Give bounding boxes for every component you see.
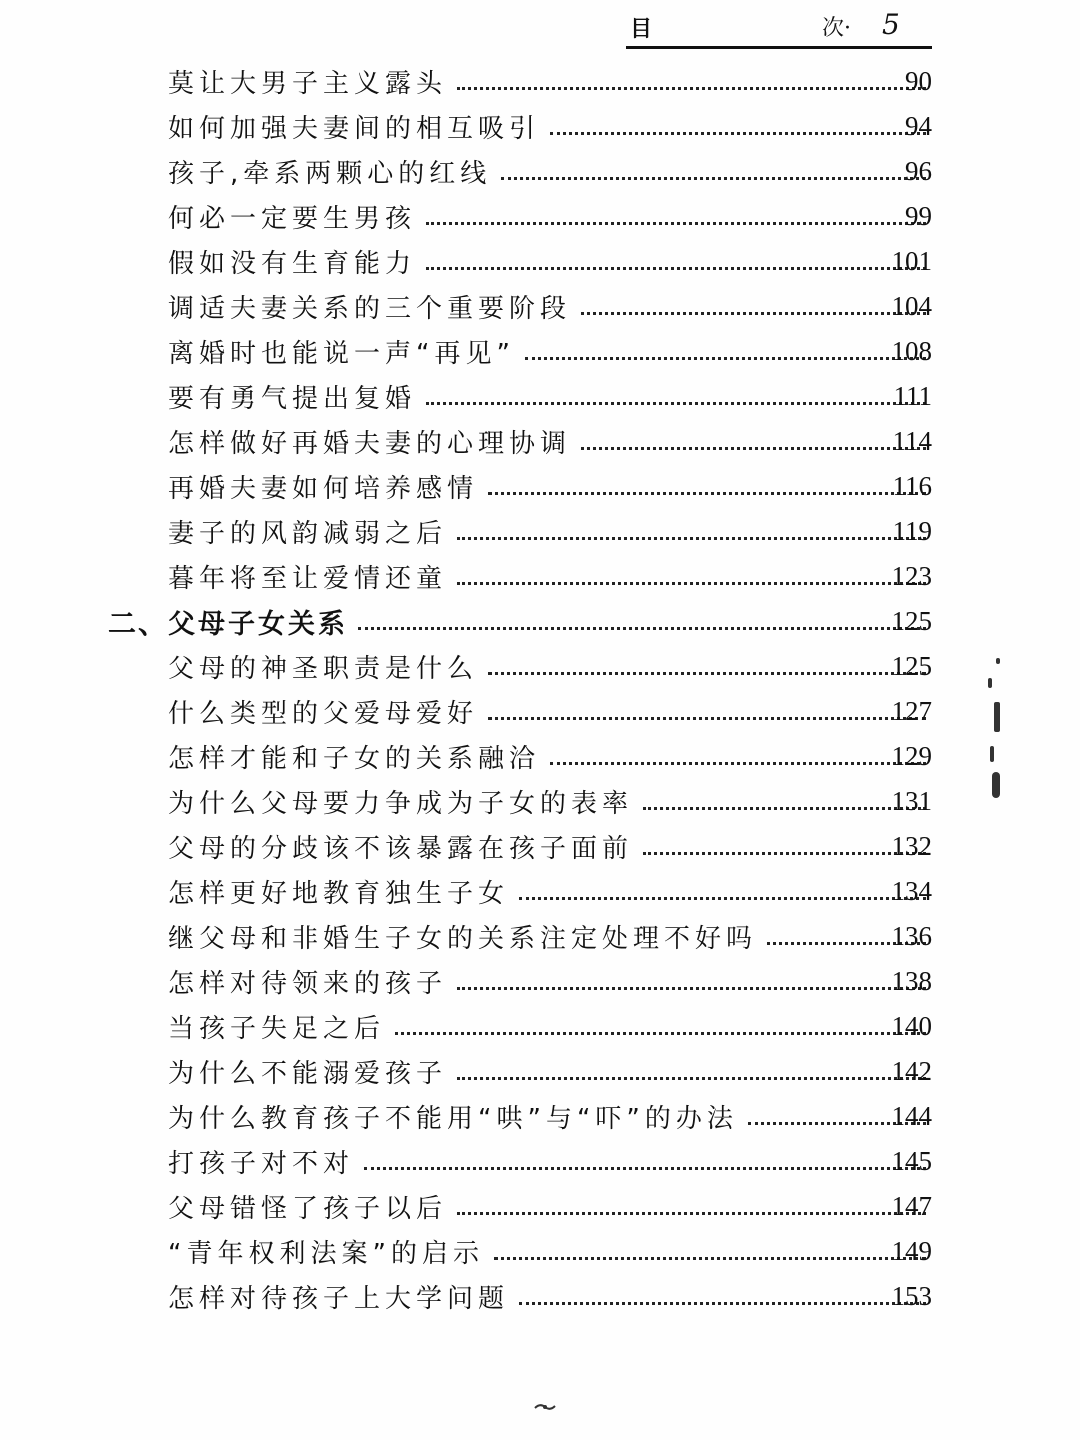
toc-entry-page-number: 119 bbox=[892, 516, 932, 546]
toc-entry-title: 为什么父母要力争成为子女的表率 bbox=[168, 789, 634, 819]
toc-entry-content bbox=[168, 554, 930, 599]
toc-entry-page-number: 125 bbox=[891, 606, 932, 636]
toc-entry bbox=[0, 1229, 1080, 1274]
toc-entry bbox=[0, 554, 1080, 599]
toc-entry-page-number: 123 bbox=[891, 561, 932, 591]
toc-entry bbox=[0, 1049, 1080, 1094]
toc-entry-page-number: 111 bbox=[893, 381, 932, 411]
toc-entry bbox=[0, 194, 1080, 239]
toc-entry-page-number: 90 bbox=[905, 66, 932, 96]
toc-entry-title: 父母子女关系 bbox=[168, 609, 348, 640]
toc-entry-page-number: 125 bbox=[891, 651, 932, 681]
toc-entry bbox=[0, 149, 1080, 194]
dot-leader bbox=[457, 83, 926, 90]
toc-entry-title: 假如没有生育能力 bbox=[168, 249, 417, 279]
toc-entry-title: 父母的分歧该不该暴露在孩子面前 bbox=[168, 834, 634, 864]
toc-entry-page-number: 104 bbox=[891, 291, 932, 321]
dot-leader bbox=[457, 1073, 926, 1080]
dot-leader bbox=[457, 533, 926, 540]
toc-entry-page-number: 144 bbox=[891, 1101, 932, 1131]
toc-entry bbox=[0, 104, 1080, 149]
dot-leader bbox=[488, 668, 926, 675]
toc-entry-content bbox=[168, 149, 930, 194]
toc-entry bbox=[0, 824, 1080, 869]
toc-entry-title: 为什么不能溺爱孩子 bbox=[168, 1059, 448, 1089]
toc-section-heading bbox=[0, 599, 1080, 644]
toc-entry-content bbox=[168, 104, 930, 149]
toc-entry-title: 为什么教育孩子不能用“哄”与“吓”的办法 bbox=[168, 1104, 738, 1134]
toc-entry-title: 何必一定要生男孩 bbox=[168, 204, 417, 234]
toc-entry-page-number: 132 bbox=[891, 831, 932, 861]
toc-entry-content bbox=[168, 824, 930, 869]
dot-leader bbox=[550, 758, 926, 765]
toc-entry-title: 妻子的风韵减弱之后 bbox=[168, 519, 448, 549]
toc-entry bbox=[0, 1139, 1080, 1184]
toc-entry-content bbox=[168, 869, 930, 914]
toc-entry-title: 打孩子对不对 bbox=[168, 1149, 355, 1179]
dot-leader bbox=[426, 218, 926, 225]
dot-leader bbox=[426, 263, 926, 270]
toc-entry-content bbox=[168, 239, 930, 284]
toc-entry-content bbox=[168, 779, 930, 824]
toc-entry-content bbox=[168, 419, 930, 464]
toc-entry-page-number: 153 bbox=[891, 1281, 932, 1311]
toc-entry bbox=[0, 59, 1080, 104]
toc-entry-title: 父母错怪了孩子以后 bbox=[168, 1194, 448, 1224]
header-ci-label: 次· bbox=[822, 16, 851, 41]
toc-entry-content bbox=[168, 1139, 930, 1184]
dot-leader bbox=[581, 443, 926, 450]
toc-entry-content bbox=[168, 59, 930, 104]
toc-entry bbox=[0, 284, 1080, 329]
running-header bbox=[626, 8, 932, 49]
toc-entry bbox=[0, 914, 1080, 959]
toc-entry-page-number: 147 bbox=[891, 1191, 932, 1221]
toc-entry-title: 怎样对待孩子上大学问题 bbox=[168, 1284, 510, 1314]
toc-entry-content bbox=[168, 509, 930, 554]
toc-entry-content bbox=[168, 1049, 930, 1094]
toc-entry-page-number: 129 bbox=[891, 741, 932, 771]
toc-entry-page-number: 140 bbox=[891, 1011, 932, 1041]
toc-entry bbox=[0, 779, 1080, 824]
toc-entry bbox=[0, 689, 1080, 734]
toc-entry-content bbox=[168, 689, 930, 734]
dot-leader bbox=[519, 893, 926, 900]
margin-scan-mark bbox=[982, 650, 1022, 810]
toc-entry bbox=[0, 419, 1080, 464]
toc-entry-page-number: 94 bbox=[905, 111, 932, 141]
toc-entry-content bbox=[168, 1094, 930, 1139]
toc-entry-page-number: 116 bbox=[892, 471, 932, 501]
toc-entry-content bbox=[168, 1274, 930, 1319]
dot-leader bbox=[525, 353, 926, 360]
toc-entry bbox=[0, 869, 1080, 914]
toc-entry bbox=[0, 464, 1080, 509]
toc-entry-page-number: 136 bbox=[891, 921, 932, 951]
header-page-number: 5 bbox=[882, 8, 900, 41]
toc-entry-page-number: 131 bbox=[891, 786, 932, 816]
toc-entry bbox=[0, 644, 1080, 689]
toc-entry-content bbox=[168, 734, 930, 779]
dot-leader bbox=[581, 308, 926, 315]
toc-entry-content bbox=[168, 329, 930, 374]
toc-entry-title: 暮年将至让爱情还童 bbox=[168, 564, 448, 594]
dot-leader bbox=[426, 398, 926, 405]
toc-entry-title: 怎样对待领来的孩子 bbox=[168, 969, 448, 999]
dot-leader bbox=[395, 1028, 926, 1035]
dot-leader bbox=[501, 173, 926, 180]
toc-entry bbox=[0, 1004, 1080, 1049]
dot-leader bbox=[358, 623, 926, 630]
toc-entry-page-number: 138 bbox=[891, 966, 932, 996]
toc-entry bbox=[0, 1094, 1080, 1139]
toc-entry-page-number: 114 bbox=[892, 426, 932, 456]
toc-entry-title: 要有勇气提出复婚 bbox=[168, 384, 417, 414]
toc-entry bbox=[0, 509, 1080, 554]
toc-entry-title: 怎样更好地教育独生子女 bbox=[168, 879, 510, 909]
toc-entry-page-number: 101 bbox=[891, 246, 932, 276]
toc-entry bbox=[0, 1274, 1080, 1319]
toc-entry-title: 孩子,牵系两颗心的红线 bbox=[168, 159, 492, 189]
toc-entry-title: 如何加强夫妻间的相互吸引 bbox=[168, 114, 541, 144]
toc-entry-title: 当孩子失足之后 bbox=[168, 1014, 386, 1044]
toc-entry-title: 父母的神圣职责是什么 bbox=[168, 654, 479, 684]
toc-entry-title: 离婚时也能说一声“再见” bbox=[168, 339, 515, 369]
toc-entry-page-number: 134 bbox=[891, 876, 932, 906]
toc-entry-content bbox=[168, 644, 930, 689]
toc-section-number: 二、 bbox=[108, 606, 169, 640]
toc-entry-content bbox=[168, 914, 930, 959]
toc-entry-title: 什么类型的父爱母爱好 bbox=[168, 699, 479, 729]
toc-entry-title: 怎样做好再婚夫妻的心理协调 bbox=[168, 429, 572, 459]
dot-leader bbox=[550, 128, 926, 135]
dot-leader bbox=[494, 1253, 926, 1260]
header-section-label: 目 bbox=[630, 16, 653, 42]
toc-entry-page-number: 142 bbox=[891, 1056, 932, 1086]
toc-entry-content bbox=[168, 1004, 930, 1049]
toc-entry-page-number: 149 bbox=[891, 1236, 932, 1266]
toc-entry-content bbox=[168, 959, 930, 1004]
toc-entry-content bbox=[168, 194, 930, 239]
bottom-ornament-icon bbox=[534, 1402, 556, 1412]
dot-leader bbox=[519, 1298, 926, 1305]
toc-entry bbox=[0, 374, 1080, 419]
dot-leader bbox=[457, 983, 926, 990]
dot-leader bbox=[488, 488, 926, 495]
dot-leader bbox=[457, 578, 926, 585]
toc-entry-page-number: 108 bbox=[891, 336, 932, 366]
toc-entry-title: 怎样才能和子女的关系融洽 bbox=[168, 744, 541, 774]
toc-entry-content bbox=[168, 599, 930, 644]
toc-entry-title: 继父母和非婚生子女的关系注定处理不好吗 bbox=[168, 924, 758, 954]
dot-leader bbox=[364, 1163, 926, 1170]
toc-entry-content bbox=[168, 374, 930, 419]
toc-entry-title: 再婚夫妻如何培养感情 bbox=[168, 474, 479, 504]
toc-entry-content bbox=[168, 1184, 930, 1229]
toc-entry-title: “青年权利法案”的启示 bbox=[168, 1239, 484, 1269]
toc-entry-title: 莫让大男子主义露头 bbox=[168, 69, 448, 99]
toc-entry-page-number: 99 bbox=[905, 201, 932, 231]
toc-entry bbox=[0, 329, 1080, 374]
toc-entry bbox=[0, 734, 1080, 779]
toc-entry-page-number: 96 bbox=[905, 156, 932, 186]
toc-entry-content bbox=[168, 464, 930, 509]
toc-entry bbox=[0, 959, 1080, 1004]
toc-entry-title: 调适夫妻关系的三个重要阶段 bbox=[168, 294, 572, 324]
toc-entry bbox=[0, 1184, 1080, 1229]
dot-leader bbox=[457, 1208, 926, 1215]
toc-entry-content bbox=[168, 1229, 930, 1274]
toc-entry-content bbox=[168, 284, 930, 329]
toc-entry-page-number: 127 bbox=[891, 696, 932, 726]
toc-entry bbox=[0, 239, 1080, 284]
dot-leader bbox=[488, 713, 926, 720]
toc-entry-page-number: 145 bbox=[891, 1146, 932, 1176]
